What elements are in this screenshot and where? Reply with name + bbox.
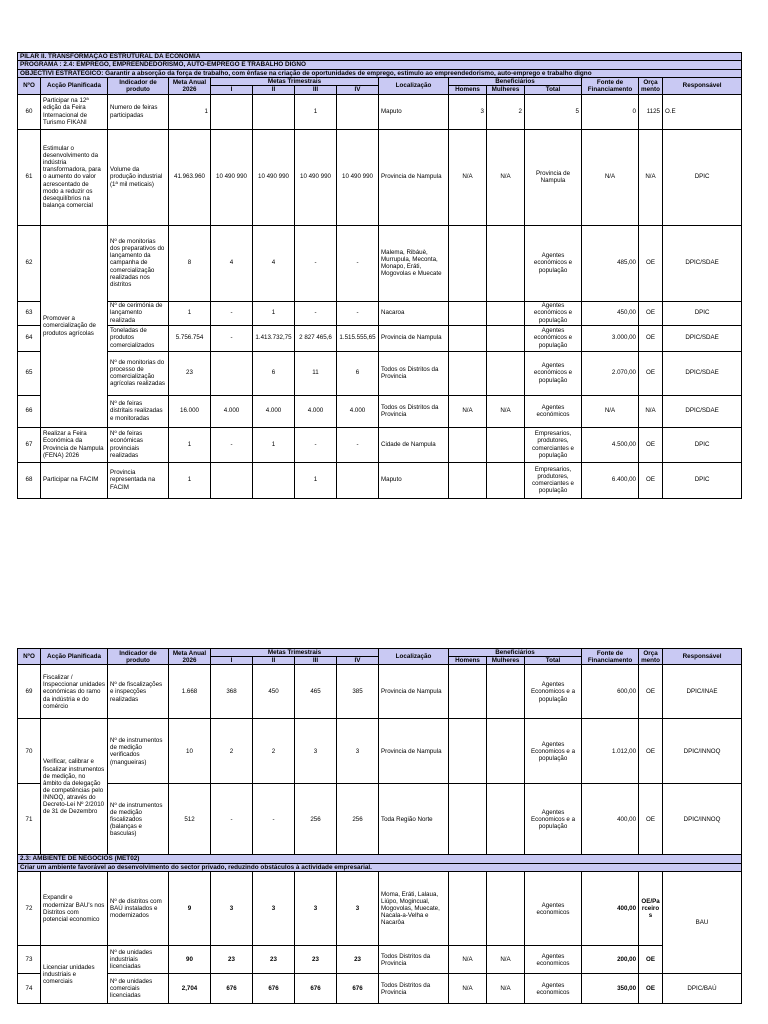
cell-responsavel: DPIC [663,301,742,325]
cell-orcamento: N/A [639,129,663,225]
cell-q4 [337,462,379,498]
cell-q4: 1.515.555,65 [337,325,379,351]
cell-indicador: Volume da produção industrial (1ª mil meticais) [108,129,169,225]
cell-total: Agentes economicos [525,974,582,1004]
cell-indicador: Nº de cerimónia de lançamento realizada [108,301,169,325]
ambiente-banner: 2.3: AMBIENTE DE NEGÓCIOS (MET02) [18,855,742,863]
cell-localizacao: Provincia de Nampula [379,325,449,351]
cell-meta: 1 [169,462,211,498]
col-header-responsavel: Responsável [663,78,742,94]
cell-q2: 6 [253,351,295,395]
cell-total: Agentes economicos [525,872,582,946]
cell-responsavel: DPIC/SDAE [663,325,742,351]
cell-mulheres [487,665,525,719]
cell-fonte: N/A [582,129,639,225]
cell-homens: N/A [449,129,487,225]
cell-fonte: 400,00 [582,872,639,946]
cell-mulheres: N/A [487,129,525,225]
cell-q4: 4.000 [337,395,379,427]
cell-n: 63 [18,301,41,325]
col-header-accao: Acção Planificada [41,649,108,665]
cell-n: 61 [18,129,41,225]
criar-banner: Criar um ambiente favorável ao desenvolvimento do sector privado, reduzindo obstáculos à actividade empresarial. [18,863,742,871]
cell-localizacao: Todos os Distritos da Provincia [379,395,449,427]
cell-meta: 10 [169,719,211,784]
cell-indicador: Nº de instrumentos de medição fiscalizados (balanças e basculas) [108,784,169,855]
cell-n: 64 [18,325,41,351]
cell-fonte: 4.500,00 [582,427,639,462]
cell-q2: 450 [253,665,295,719]
cell-responsavel-merged: BAU [663,872,742,974]
cell-total: Agentes económicos [525,395,582,427]
cell-mulheres [487,225,525,301]
cell-meta: 1 [169,427,211,462]
cell-accao-merged: Verificar, calibrar e fiscalizar instrumentos de medição, no âmbito da delegação de competências pelo INNOQ, através do Decreto-Lei Nº 2/2010 de 31 de Dezembro [41,719,108,855]
cell-homens [449,462,487,498]
cell-localizacao: Nacaroa [379,301,449,325]
cell-q1 [211,462,253,498]
cell-q2: 2 [253,719,295,784]
cell-q4: - [337,225,379,301]
cell-responsavel: DPIC/INNOQ [663,784,742,855]
col-header-q1: I [211,657,253,665]
cell-fonte: 3.000,00 [582,325,639,351]
cell-q2: 4.000 [253,395,295,427]
cell-q3: 23 [295,946,337,974]
cell-localizacao: Todos Distritos da Provincia [379,946,449,974]
cell-localizacao: Todos os Distritos da Provincia [379,351,449,395]
col-header-localizacao: Localização [379,78,449,94]
cell-responsavel: DPIC/INAE [663,665,742,719]
cell-total: Agentes económicos e população [525,301,582,325]
cell-indicador: Provincia representada na FACIM [108,462,169,498]
col-header-accao: Acção Planificada [41,78,108,94]
cell-q3: 676 [295,974,337,1004]
cell-accao-merged: Licenciar unidades industriais e comerciais [41,946,108,1004]
cell-indicador: Toneladas de produtos comercializados [108,325,169,351]
cell-q4: 256 [337,784,379,855]
col-header-q3: III [295,657,337,665]
col-header-metas-trimestrais: Metas Trimestrais [211,649,379,657]
cell-q3: 11 [295,351,337,395]
cell-localizacao: Provincia de Nampula [379,665,449,719]
cell-homens [449,665,487,719]
cell-homens [449,301,487,325]
cell-meta: 2,704 [169,974,211,1004]
cell-indicador: Nº de unidades comerciais licenciadas [108,974,169,1004]
col-header-n: NºO [18,649,41,665]
table-row [18,325,742,351]
cell-orcamento: OE [639,427,663,462]
col-header-homens: Homens [449,657,487,665]
cell-q1: - [211,325,253,351]
plan-table-page-1 [17,52,742,499]
cell-total: Agentes economicos [525,946,582,974]
cell-responsavel: O.E [663,94,742,129]
cell-q1 [211,351,253,395]
cell-q1: 10 490 990 [211,129,253,225]
cell-orcamento: OE [639,784,663,855]
cell-total: Empresarios, produtores, comerciantes e população [525,427,582,462]
col-header-meta: Meta Anual 2026 [169,649,211,665]
cell-accao: Estimular o desenvolvimento da indústria transformadora, para o aumento do valor acrescentado de modo a reduzir os desequilíbrios na balança comercial [41,129,108,225]
cell-meta: 9 [169,872,211,946]
cell-localizacao: Maputo [379,94,449,129]
cell-fonte: 1.012,00 [582,719,639,784]
cell-homens [449,351,487,395]
cell-orcamento: N/A [639,395,663,427]
cell-responsavel: DPIC/SDAE [663,351,742,395]
cell-q3: 3 [295,872,337,946]
table-row [18,301,742,325]
cell-meta: 1 [169,301,211,325]
cell-q4: - [337,301,379,325]
cell-q2: 1 [253,427,295,462]
cell-q1: 23 [211,946,253,974]
cell-q3: - [295,427,337,462]
cell-n: 73 [18,946,41,974]
cell-localizacao: Provincia de Nampula [379,129,449,225]
table-row [18,974,742,1004]
col-header-orcamento: Orçamento [639,649,663,665]
cell-indicador: Nº de instrumentos de medição verificados (mangueiras) [108,719,169,784]
plan-table-page-2 [17,648,742,1004]
cell-homens [449,784,487,855]
cell-n: 74 [18,974,41,1004]
cell-meta: 1.668 [169,665,211,719]
cell-q3: 4.000 [295,395,337,427]
cell-q2: 1.413.732,75 [253,325,295,351]
cell-q1: 2 [211,719,253,784]
cell-indicador: Nº de fiscalizações e inspecções realizadas [108,665,169,719]
cell-mulheres: N/A [487,946,525,974]
cell-responsavel: DPIC [663,427,742,462]
cell-indicador: Nº de distritos com BAÚ instalados e modernizados [108,872,169,946]
table-row [18,784,742,855]
cell-orcamento: OE [639,462,663,498]
cell-mulheres [487,301,525,325]
cell-orcamento: 1125 [639,94,663,129]
cell-homens: 3 [449,94,487,129]
cell-accao: Participar na FACIM [41,462,108,498]
cell-fonte: N/A [582,395,639,427]
cell-mulheres: N/A [487,395,525,427]
cell-q3: 1 [295,94,337,129]
cell-meta: 8 [169,225,211,301]
cell-q4: 3 [337,872,379,946]
cell-orcamento: OE/Parceiros [639,872,663,946]
cell-accao: Participar na 12ª edição da Feira Internacional de Turismo FIKANI [41,94,108,129]
cell-localizacao: Todos Distritos da Provincia [379,974,449,1004]
cell-homens [449,872,487,946]
col-header-q3: III [295,86,337,94]
cell-total: 5 [525,94,582,129]
table-row [18,225,742,301]
cell-q1: - [211,784,253,855]
table-row [18,946,742,974]
cell-q2: 676 [253,974,295,1004]
cell-q3: 3 [295,719,337,784]
cell-responsavel: DPIC/SDAE [663,395,742,427]
cell-localizacao: Maputo [379,462,449,498]
cell-orcamento: OE [639,974,663,1004]
cell-indicador: Nº de feiras económicas provinciais realizadas [108,427,169,462]
table-row [18,94,742,129]
table-row [18,129,742,225]
cell-mulheres [487,351,525,395]
cell-q2: 1 [253,301,295,325]
cell-localizacao: Cidade de Nampula [379,427,449,462]
cell-q1: 676 [211,974,253,1004]
cell-mulheres [487,325,525,351]
cell-accao: Fiscalizar / Inspeccionar unidades económicas do ramo da indústria e do comércio [41,665,108,719]
cell-meta: 1 [169,94,211,129]
cell-orcamento: OE [639,946,663,974]
cell-mulheres [487,427,525,462]
cell-meta: 41.963.960 [169,129,211,225]
cell-q4: - [337,427,379,462]
col-header-homens: Homens [449,86,487,94]
cell-q2 [253,94,295,129]
cell-total: Agentes económicos e população [525,325,582,351]
cell-accao: Realizar a Feira Económica da Provincia de Nampula (FENA) 2026 [41,427,108,462]
objectivo-banner: OBJECTIVI ESTRATEGICO: Garantir a absorção da força de trabalho, com ênfase na criação de oportunidades de emprego, estimulo ao empreendedorismo, auto-emprego e trabalho digno [18,69,742,77]
col-header-mulheres: Mulheres [487,86,525,94]
cell-mulheres [487,784,525,855]
cell-total: Agentes Economicos e a população [525,719,582,784]
col-header-beneficiarios: Beneficiários [449,649,582,657]
cell-mulheres [487,462,525,498]
cell-q2: - [253,784,295,855]
cell-q1: - [211,301,253,325]
cell-meta: 5.756.754 [169,325,211,351]
cell-orcamento: OE [639,325,663,351]
cell-q1: 368 [211,665,253,719]
cell-total: Provincia de Nampula [525,129,582,225]
col-header-n: NºO [18,78,41,94]
col-header-orcamento: Orçamento [639,78,663,94]
cell-indicador: Numero de feiras participadas [108,94,169,129]
cell-q2: 4 [253,225,295,301]
col-header-q4: IV [337,657,379,665]
cell-n: 65 [18,351,41,395]
cell-responsavel: DPIC/SDAE [663,225,742,301]
col-header-responsavel: Responsável [663,649,742,665]
cell-n: 69 [18,665,41,719]
col-header-fonte: Fonte de Financiamento [582,78,639,94]
cell-localizacao: Moma, Eráti, Lalaua, Liúpo, Mogincual, Mogovolas, Muecate, Nacala-a-Velha e Nacarôa [379,872,449,946]
cell-fonte: 400,00 [582,784,639,855]
pilar-banner: PILAR II. TRANSFORMAÇÃO ESTRUTURAL DA ECONOMIA [18,53,742,61]
cell-homens [449,225,487,301]
cell-responsavel: DPIC [663,462,742,498]
cell-fonte: 6.400,00 [582,462,639,498]
cell-q2: 10 490 990 [253,129,295,225]
cell-meta: 23 [169,351,211,395]
cell-mulheres: 2 [487,94,525,129]
table-row [18,872,742,946]
cell-q3: 256 [295,784,337,855]
cell-total: Agentes económicos e população [525,225,582,301]
cell-accao: Expandir e modernizar BAU's nos Distritos com potencial economico [41,872,108,946]
cell-q4 [337,94,379,129]
cell-indicador: Nº de monitorias dos preparativos do lançamento da campanha de comercialização realizadas nos distritos [108,225,169,301]
cell-q1: 4.000 [211,395,253,427]
cell-fonte: 200,00 [582,946,639,974]
cell-orcamento: OE [639,225,663,301]
table-row [18,395,742,427]
cell-homens [449,719,487,784]
cell-homens [449,325,487,351]
cell-mulheres: N/A [487,974,525,1004]
cell-indicador: Nº de monitorias do processo de comercialização agrícolas realizadas [108,351,169,395]
table-row [18,665,742,719]
cell-fonte: 2.070,00 [582,351,639,395]
cell-fonte: 600,00 [582,665,639,719]
col-header-q2: II [253,86,295,94]
cell-orcamento: OE [639,301,663,325]
cell-homens: N/A [449,946,487,974]
table-row [18,719,742,784]
cell-q3: 1 [295,462,337,498]
cell-n: 66 [18,395,41,427]
cell-q3: 2 827 465,6 [295,325,337,351]
programa-banner: PROGRAMA : 2.4: EMPREGO, EMPREENDEDORISMO, AUTO-EMPREGO E TRABALHO DIGNO [18,61,742,69]
cell-mulheres [487,872,525,946]
cell-localizacao: Malema, Ribáuè, Murrupula, Meconta, Monapo, Eráti, Mogovolas e Muecate [379,225,449,301]
cell-mulheres [487,719,525,784]
cell-n: 71 [18,784,41,855]
table-row [18,351,742,395]
cell-q3: 465 [295,665,337,719]
col-header-mulheres: Mulheres [487,657,525,665]
cell-n: 72 [18,872,41,946]
cell-q4: 23 [337,946,379,974]
cell-responsavel: DPIC/INNOQ [663,719,742,784]
cell-fonte: 0 [582,94,639,129]
cell-n: 70 [18,719,41,784]
col-header-q1: I [211,86,253,94]
col-header-q4: IV [337,86,379,94]
cell-q3: - [295,225,337,301]
cell-q4: 3 [337,719,379,784]
col-header-indicador: Indicador de produto [108,649,169,665]
cell-q2: 23 [253,946,295,974]
cell-n: 62 [18,225,41,301]
table-row [18,427,742,462]
cell-q1 [211,94,253,129]
cell-homens: N/A [449,974,487,1004]
cell-q1: 4 [211,225,253,301]
cell-meta: 16.000 [169,395,211,427]
cell-fonte: 450,00 [582,301,639,325]
cell-q1: 3 [211,872,253,946]
cell-q4: 6 [337,351,379,395]
cell-q3: 10 490 990 [295,129,337,225]
cell-total: Empresarios, produtores, comerciantes e população [525,462,582,498]
cell-accao-merged: Promover a comercialização de produtos agrícolas [41,225,108,427]
col-header-total: Total [525,86,582,94]
cell-orcamento: OE [639,351,663,395]
cell-fonte: 485,00 [582,225,639,301]
cell-n: 68 [18,462,41,498]
table-row [18,462,742,498]
col-header-total: Total [525,657,582,665]
cell-meta: 90 [169,946,211,974]
cell-total: Agentes Economicos e a população [525,665,582,719]
col-header-beneficiarios: Beneficiários [449,78,582,86]
cell-orcamento: OE [639,665,663,719]
cell-indicador: Nº de unidades industriais licenciadas [108,946,169,974]
cell-n: 67 [18,427,41,462]
col-header-localizacao: Localização [379,649,449,665]
cell-q1: - [211,427,253,462]
cell-localizacao: Provincia de Nampula [379,719,449,784]
cell-orcamento: OE [639,719,663,784]
cell-responsavel: DPIC/BAÚ [663,974,742,1004]
cell-total: Agentes económicos e população [525,351,582,395]
cell-q4: 676 [337,974,379,1004]
cell-q2 [253,462,295,498]
cell-q2: 3 [253,872,295,946]
cell-fonte: 350,00 [582,974,639,1004]
cell-q4: 10 490 990 [337,129,379,225]
cell-total: Agentes Economicos e a população [525,784,582,855]
cell-localizacao: Toda Região Norte [379,784,449,855]
col-header-fonte: Fonte de Financiamento [582,649,639,665]
cell-homens: N/A [449,395,487,427]
col-header-metas-trimestrais: Metas Trimestrais [211,78,379,86]
cell-responsavel: DPIC [663,129,742,225]
cell-q3: - [295,301,337,325]
col-header-meta: Meta Anual 2026 [169,78,211,94]
cell-n: 60 [18,94,41,129]
col-header-indicador: Indicador de produto [108,78,169,94]
cell-homens [449,427,487,462]
cell-meta: 512 [169,784,211,855]
col-header-q2: II [253,657,295,665]
cell-indicador: Nº de feiras distritais realizadas e monitoradas [108,395,169,427]
cell-q4: 385 [337,665,379,719]
